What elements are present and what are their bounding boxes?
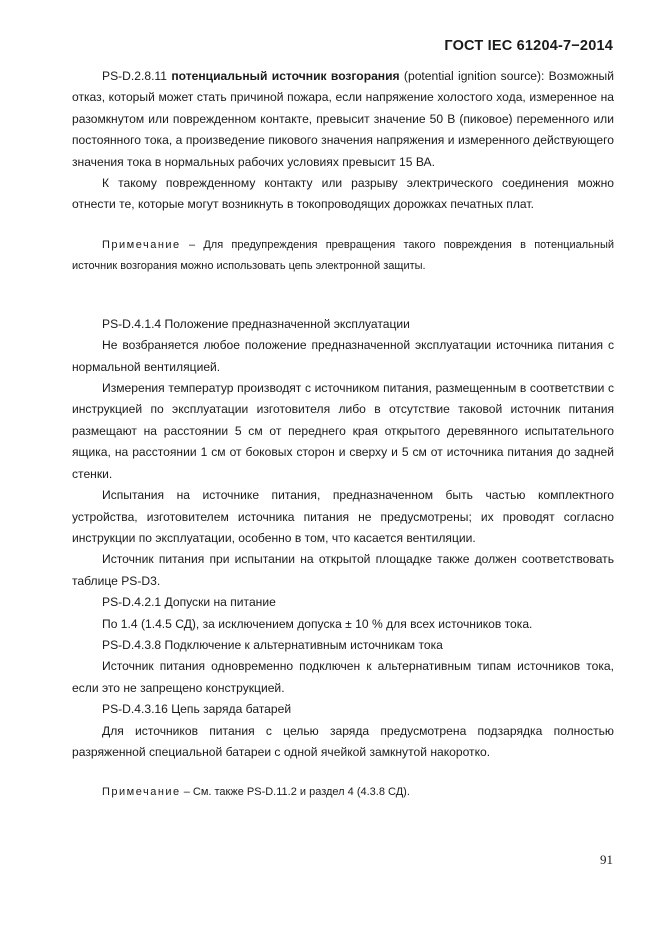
- note-text: – Для предупреждения превращения такого повреждения в потенциальный источник возгорания можно использовать цепь электронной защиты.: [72, 238, 614, 272]
- definition-text: (potential ignition source): Возможный отказ, который может стать причиной пожара, если напряжение холостого хода, измеренное на разомкнутом или поврежденном контакте, превысит значение 50 В (пиковое) переменного или постоянного тока, а произведение пикового значения напряжения и измеренного действующего значения тока в нормальных рабочих условиях превысит 15 ВА.: [72, 69, 614, 169]
- note-label: Примечание: [102, 238, 181, 251]
- page-number: 91: [600, 852, 613, 867]
- paragraph: Источник питания при испытании на открытой площадке также должен соответствовать таблице PS-D3.: [72, 552, 614, 588]
- clause-number: PS-D.2.8.11: [102, 69, 172, 83]
- note: [72, 235, 614, 277]
- paragraph: Испытания на источнике питания, предназначенном быть частью комплектного устройства, изготовителем источника питания не предусмотрены; их проводят согласно инструкции по эксплуатации, особенно в том, что касается вентиляции.: [72, 488, 614, 545]
- paragraph: Измерения температур производят с источником питания, размещенным в соответствии с инструкцией по эксплуатации изготовителя либо в отсутствие таковой источник питания размещают на расстоянии 5 см от переднего края открытого деревянного испытательного ящика, на расстоянии 1 см от боковых сторон и сверху и 5 см от источника питания до задней стенки.: [72, 381, 614, 481]
- paragraph: Источник питания одновременно подключен к альтернативным типам источников тока, если это не запрещено конструкцией.: [72, 659, 614, 695]
- clause-heading: PS-D.4.2.1 Допуски на питание: [102, 595, 276, 610]
- document-body: [72, 66, 614, 803]
- paragraph: Не возбраняется любое положение предназначенной эксплуатации источника питания с нормальной вентиляцией.: [72, 338, 614, 374]
- note-text: – См. также PS-D.11.2 и раздел 4 (4.3.8 СД).: [180, 786, 410, 799]
- paragraph: К такому поврежденному контакту или разрыву электрического соединения можно отнести те, которые могут возникнуть в токопроводящих дорожках печатных плат.: [72, 176, 614, 212]
- note-label: Примечание: [102, 786, 181, 799]
- clause-heading: PS-D.4.3.8 Подключение к альтернативным источникам тока: [102, 637, 443, 652]
- document-header: ГОСТ IEC 61204-7−2014: [444, 38, 613, 54]
- paragraph: Для источников питания с целью заряда предусмотрена подзарядка полностью разряженной специальной батареи с одной ячейкой замкнутой накоротко.: [72, 723, 614, 759]
- defined-term: потенциальный источник возгорания: [171, 69, 400, 83]
- paragraph: По 1.4 (1.4.5 СД), за исключением допуска ± 10 % для всех источников тока.: [102, 616, 533, 631]
- clause-heading: PS-D.4.3.16 Цепь заряда батарей: [102, 702, 292, 717]
- clause-heading: PS-D.4.1.4 Положение предназначенной эксплуатации: [102, 316, 410, 331]
- definition-paragraph: [72, 66, 614, 173]
- note: [72, 782, 614, 803]
